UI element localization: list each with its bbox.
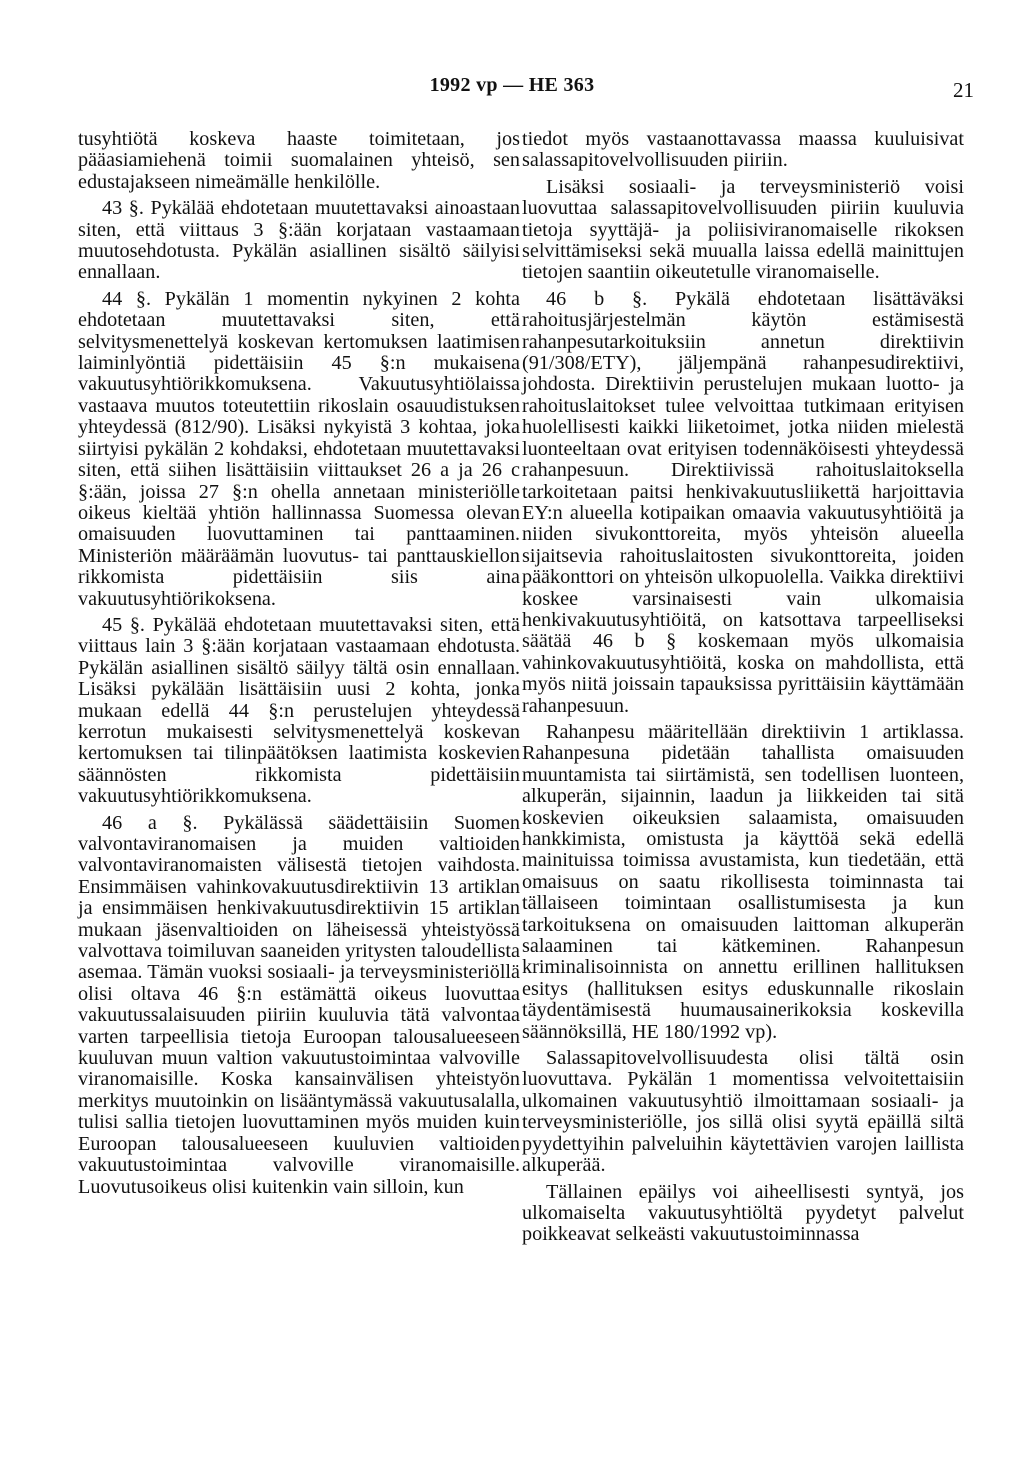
paragraph-section-44: 44 §. Pykälän 1 momentin nykyinen 2 kohta ehdotetaan muutettavaksi siten, että selvitysmenettelyä koskevan kertomuksen laatimisen laiminlyöntiä pidettäisiin 45 §:n mukaisena vakuutusyhtiörikkomuksena. Vakuutusyhtiölaissa vastaava muutos toteutettiin rikoslain osauudistuksen yhteydessä (812/90). Lisäksi nykyistä 3 kohtaa, joka siirtyisi pykälän 2 kohdaksi, ehdotetaan muutettavaksi siten, että siihen lisättäisiin viittaukset 26 a ja 26 c §:ään, joissa 27 §:n ohella annetaan ministeriölle oikeus kieltää yhtiön hallinnassa Suomessa olevan omaisuuden luovuttaminen tai panttaaminen. Ministeriön määräämän luovutus- tai panttauskiellon rikkomista pidettäisiin siis aina vakuutusyhtiörikoksena. <box>78 287 520 610</box>
paragraph: tusyhtiötä koskeva haaste toimitetaan, jos pääasiamiehenä toimii suomalainen yhteisö, sen edustajakseen nimeämälle henkilölle. <box>78 128 520 193</box>
left-column <box>78 129 520 1198</box>
paragraph-section-45: 45 §. Pykälää ehdotetaan muutettavaksi siten, että viittaus lain 3 §:ään korjataan vastaamaan ehdotusta. Pykälän asiallinen sisältö säilyy tältä osin ennallaan. Lisäksi pykälään lisättäisiin uusi 2 kohta, jonka mukaan edellä 44 §:n perustelujen yhteydessä kerrotun mukaisesti selvitysmenettelyä koskevan kertomuksen tai tilinpäätöksen laatimista koskevien säännösten rikkomista pidettäisiin vakuutusyhtiörikkomuksena. <box>78 613 520 808</box>
paragraph-section-46b: 46 b §. Pykälä ehdotetaan lisättäväksi rahoitusjärjestelmän käytön estämisestä rahanpesutarkoituksiin annetun direktiivin (91/308/ETY), jäljempänä rahanpesudirektiivi, johdosta. Direktiivin perustelujen mukaan luotto- ja rahoituslaitokset tulee velvoittaa tutkimaan erityisen huolellisesti kaikki liiketoimet, jotka niiden mielestä luonteeltaan ovat erityisen todennäköisesti yhteydessä rahanpesuun. Direktiivissä rahoituslaitoksella tarkoitetaan paitsi henkivakuutusliikettä harjoittavia EY:n alueella kotipaikan omaavia vakuutusyhtiöitä ja niiden sivukonttoreita, myös yhteisön alueella sijaitsevia rahoituslaitosten sivukonttoreita, joiden pääkonttori on yhteisön ulkopuolella. Vaikka direktiivi koskee varsinaisesti vain ulkomaisia henkivakuutusyhtiöitä, on katsottava tarpeelliseksi säätää 46 b § koskemaan myös ulkomaisia vahinkovakuutusyhtiöitä, koska on mahdollista, että myös niitä joissain tapauksissa pyrittäisiin käyttämään rahanpesuun. <box>522 287 964 717</box>
paragraph: Tällainen epäilys voi aiheellisesti syntyä, jos ulkomaiselta vakuutusyhtiöltä pyydetyt palvelut poikkeavat selkeästi vakuutustoiminnassa <box>522 1180 964 1246</box>
paragraph: Rahanpesu määritellään direktiivin 1 artiklassa. Rahanpesuna pidetään tahallista omaisuuden muuntamista tai siirtämistä, sen todellisen luonteen, alkuperän, sijainnin, laadun ja liikkeiden tai sitä koskevien oikeuksien salaamista, omaisuuden hankkimista, omistusta ja käyttöä sekä edellä mainituissa toimissa avustamista, kun tiedetään, että omaisuus on saatu rikollisesta toiminnasta tai tällaiseen toimintaan osallistumisesta ja kun tarkoituksena on omaisuuden laittoman alkuperän salaaminen tai kätkeminen. Rahanpesun kriminalisoinnista on annettu erillinen hallituksen esitys (hallituksen esitys eduskunnalle rikoslain täydentämisestä huumausainerikoksia koskevilla säännöksillä, HE 180/1992 vp). <box>522 720 964 1043</box>
running-title: 1992 vp — HE 363 <box>429 74 595 96</box>
paragraph-section-43: 43 §. Pykälää ehdotetaan muutettavaksi ainoastaan siten, että viittaus 3 §:ään korjataan vastaamaan muutosehdotusta. Pykälän asiallinen sisältö säilyisi ennallaan. <box>78 197 520 284</box>
right-column <box>522 129 964 1246</box>
paragraph: Salassapitovelvollisuudesta olisi tältä osin luovuttava. Pykälän 1 momentissa velvoitettaisiin ulkomainen vakuutusyhtiö ilmoittamaan sosiaali- ja terveysministeriölle, jos sillä olisi syytä epäillä siltä pyydettyihin palveluihin käytettävien varojen laillista alkuperää. <box>522 1047 964 1177</box>
page-header <box>0 74 1024 104</box>
paragraph: tiedot myös vastaanottavassa maassa kuuluisivat salassapitovelvollisuuden piiriin. <box>522 128 964 172</box>
paragraph-section-46a: 46 a §. Pykälässä säädettäisiin Suomen valvontaviranomaisen ja muiden valtioiden valvontaviranomaisten välisestä tietojen vaihdosta. Ensimmäisen vahinkovakuutusdirektiivin 13 artiklan ja ensimmäisen henkivakuutusdirektiivin 15 artiklan mukaan jäsenvaltioiden on läheisessä yhteistyössä valvottava toimiluvan saaneiden yritysten taloudellista asemaa. Tämän vuoksi sosiaali- ja terveysministeriöllä olisi oltava 46 §:n estämättä oikeus luovuttaa vakuutussalaisuuden piiriin kuuluvia tätä valvontaa varten tarpeellisia tietoja Euroopan talousalueeseen kuuluvan muun valtion vakuutustoimintaa valvoville viranomaisille. Koska kansainvälisen yhteistyön merkitys muutoinkin on lisääntymässä vakuutusalalla, tulisi sallia tietojen luovuttaminen myös muiden kuin Euroopan talousalueeseen kuuluvien valtioiden vakuutustoimintaa valvoville viranomaisille. Luovutusoikeus olisi kuitenkin vain silloin, kun <box>78 811 520 1198</box>
page-number: 21 <box>953 78 974 102</box>
paragraph: Lisäksi sosiaali- ja terveysministeriö voisi luovuttaa salassapitovelvollisuuden piiriin kuuluvia tietoja syyttäjä- ja poliisiviranomaiselle rikoksen selvittämiseksi sekä muualla laissa edellä mainittujen tietojen saantiin oikeutetulle viranomaiselle. <box>522 175 964 284</box>
